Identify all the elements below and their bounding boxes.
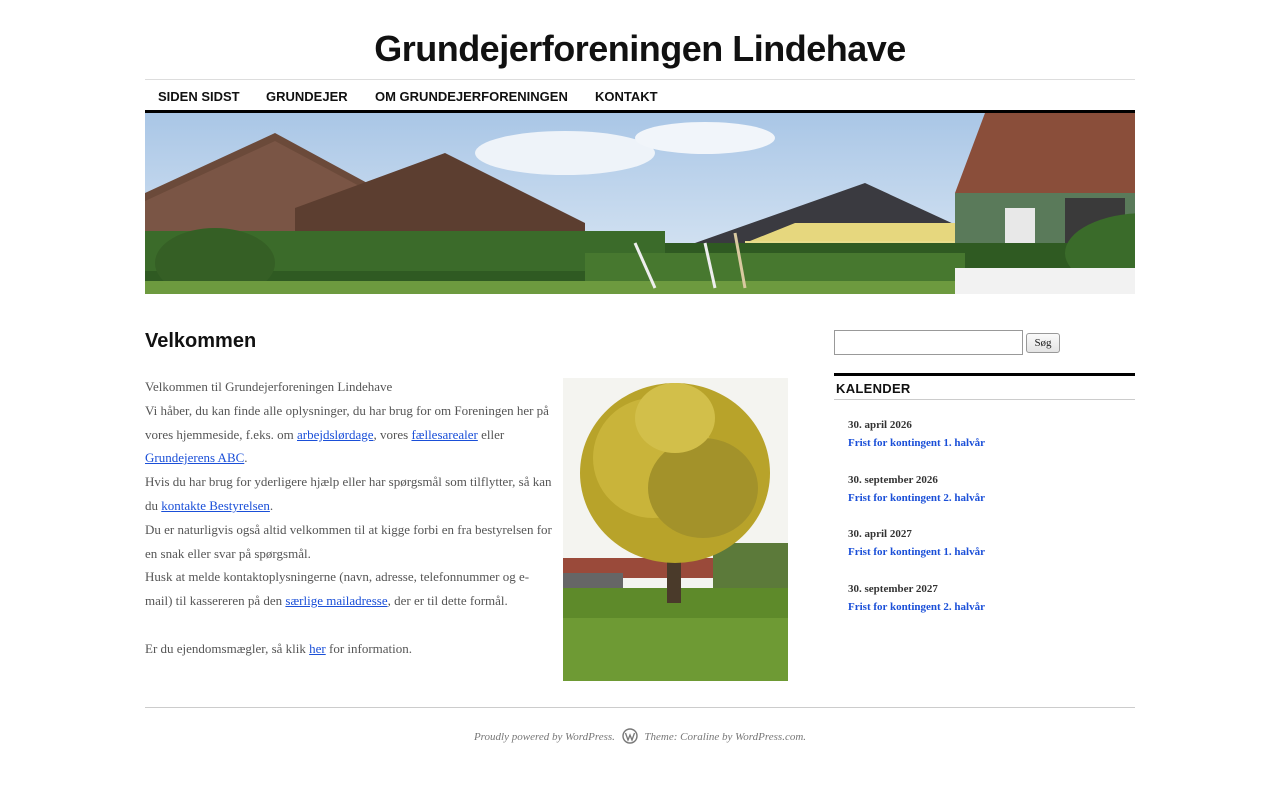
event-link[interactable]: Frist for kontingent 1. halvår xyxy=(848,437,985,449)
nav-item-kontakt[interactable]: KONTAKT xyxy=(595,89,658,104)
nav-item-om-grundejerforeningen[interactable]: OM GRUNDEJERFORENINGEN xyxy=(375,89,568,104)
theme-credit: Theme: Coraline by WordPress.com. xyxy=(644,731,807,744)
realtor-paragraph: Er du ejendomsmægler, så klik her for information. xyxy=(145,640,413,656)
link-her[interactable]: her xyxy=(309,640,326,656)
help-paragraph: Hvis du har brug for yderligere hjælp eller har spørgsmål som tilflytter, så kan du kontakte Bestyrelsen. xyxy=(145,474,552,513)
nav-item-grundejer[interactable]: GRUNDEJER xyxy=(266,89,348,104)
post-body xyxy=(145,375,555,661)
event-date: 30. april 2026 xyxy=(848,419,912,431)
site-title[interactable]: Grundejerforeningen Lindehave xyxy=(374,28,906,69)
header-image xyxy=(145,113,1135,294)
list-item xyxy=(848,580,1128,635)
link-kontakte-bestyrelsen[interactable]: kontakte Bestyrelsen xyxy=(161,497,270,513)
tree-photo xyxy=(563,378,788,681)
event-link[interactable]: Frist for kontingent 2. halvår xyxy=(848,491,985,504)
powered-by-link[interactable]: Proudly powered by WordPress. xyxy=(473,731,615,744)
event-date: 30. september 2027 xyxy=(848,582,938,595)
main-nav xyxy=(145,79,1135,113)
list-item xyxy=(848,416,1128,471)
search-button[interactable]: Søg xyxy=(1026,333,1060,353)
link-grundejerens-abc[interactable]: Grundejerens ABC xyxy=(145,450,245,466)
nav-item-siden-sidst[interactable]: SIDEN SIDST xyxy=(158,89,240,104)
contact-info-paragraph: Husk at melde kontaktoplysningerne (navn, adresse, telefonnummer og e-mail) til kassereren på den særlige mailadresse, der er til dette formål. xyxy=(145,569,530,609)
event-date: 30. april 2027 xyxy=(848,528,912,540)
link-faellesarealer[interactable]: fællesarealer xyxy=(411,426,478,442)
search-input[interactable] xyxy=(834,330,1023,355)
calendar-events xyxy=(848,416,1128,634)
link-arbejdslordage[interactable]: arbejdslørdage xyxy=(297,426,374,442)
event-date: 30. september 2026 xyxy=(848,473,938,486)
wordpress-com-link[interactable]: WordPress.com xyxy=(735,731,804,744)
info-paragraph: Vi håber, du kan finde alle oplysninger, du har brug for om Foreningen her på vores hjemmeside, f.eks. om arbejdslørdage, vores fællesarealer eller Grundejerens ABC. xyxy=(145,402,549,466)
calendar-widget-title: KALENDER xyxy=(834,373,1135,400)
footer xyxy=(145,707,1135,747)
list-item xyxy=(848,525,1128,580)
visit-paragraph: Du er naturligvis også altid velkommen til at kigge forbi en fra bestyrelsen for en snak eller svar på spørgsmål. xyxy=(145,521,552,561)
list-item xyxy=(848,471,1128,526)
event-link[interactable]: Frist for kontingent 2. halvår xyxy=(848,600,985,613)
event-link[interactable]: Frist for kontingent 1. halvår xyxy=(848,546,985,558)
post xyxy=(145,330,795,656)
post-title: Velkommen xyxy=(145,330,257,352)
wordpress-icon xyxy=(622,728,638,747)
welcome-text: Velkommen til Grundejerforeningen Lindehave xyxy=(145,379,393,394)
link-saerlige-mailadresse[interactable]: særlige mailadresse xyxy=(285,593,388,609)
